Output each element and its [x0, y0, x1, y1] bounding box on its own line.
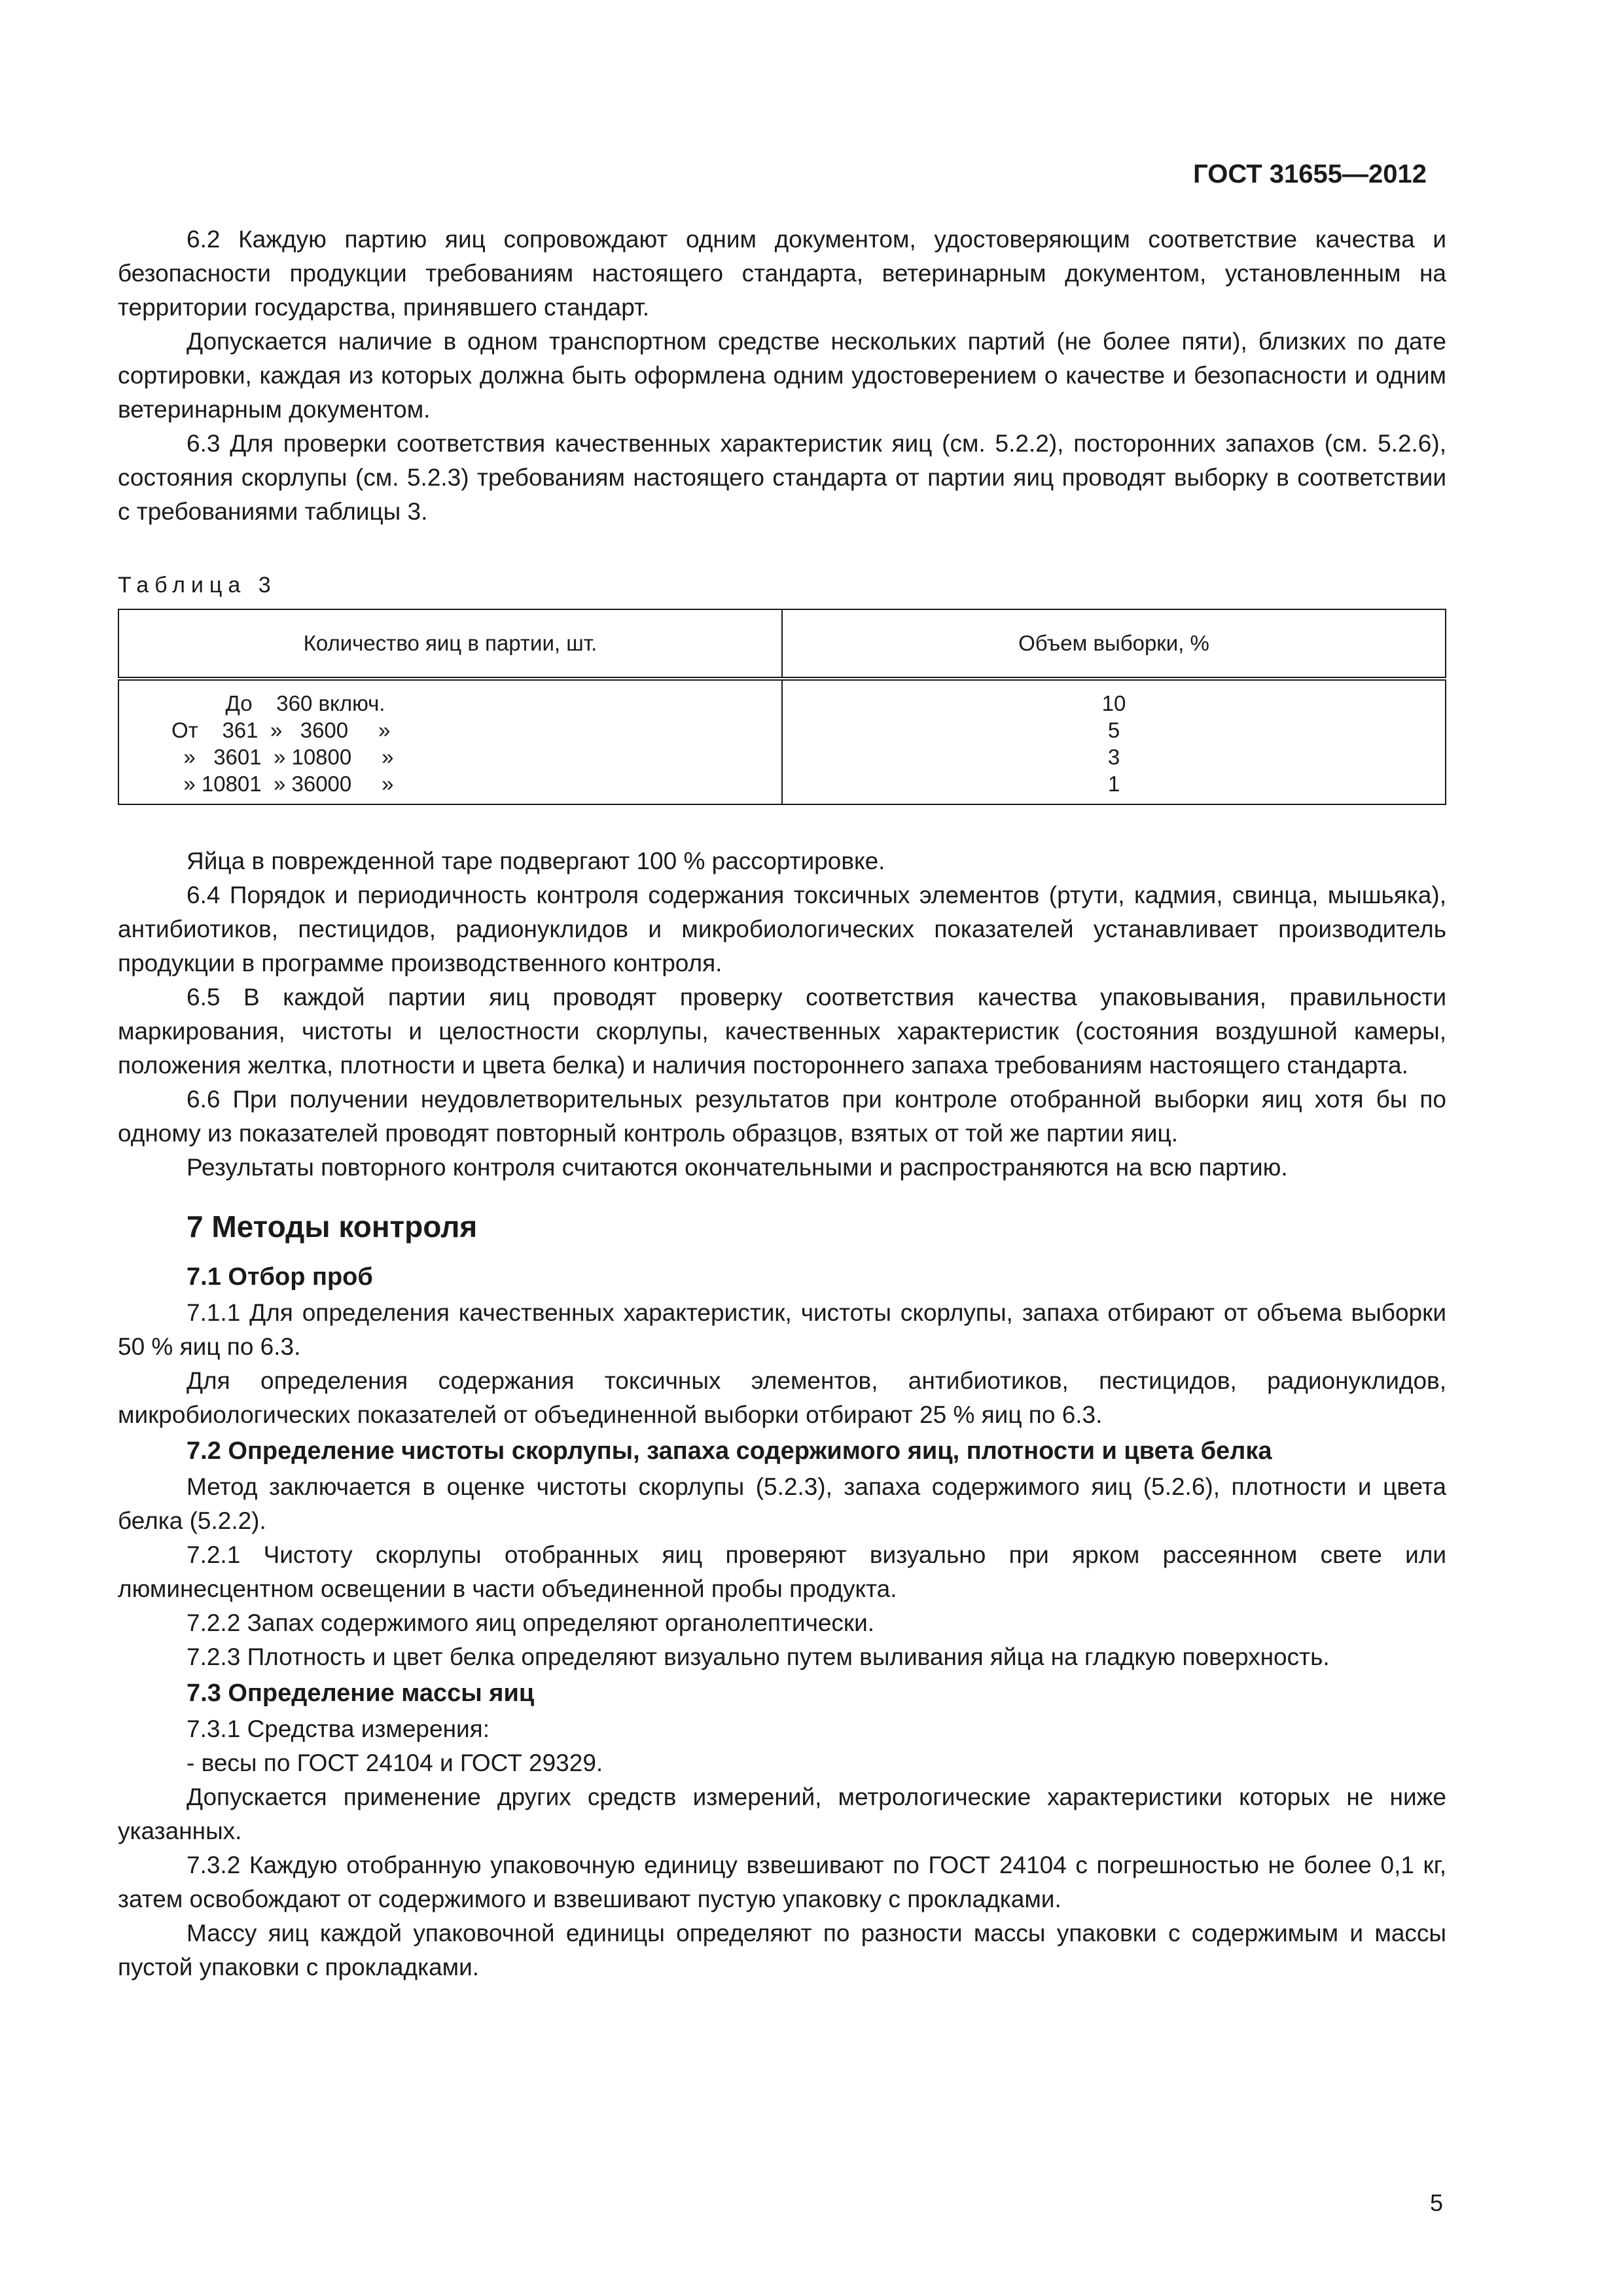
- page-content: [118, 223, 1446, 1984]
- paragraph-damaged-container: Яйца в поврежденной таре подвергают 100 % рассортировке.: [187, 848, 885, 874]
- after-table-block: [118, 844, 1446, 1185]
- table-row: [118, 770, 1446, 804]
- paragraph-6-4: 6.4 Порядок и периодичность контроля содержания токсичных элементов (ртути, кадмия, свинца, мышьяка), антибиотиков, пестицидов, радионуклидов и микробиологических показателей устанавливает производитель продукции в программе производственного контроля.: [118, 882, 1446, 977]
- table-cell-range: От 361 » 3600 »: [118, 717, 782, 744]
- table-header-quantity: Количество яиц в партии, шт.: [118, 609, 782, 679]
- table-cell-range: » 10801 » 36000 »: [118, 770, 782, 804]
- document-code: ГОСТ 31655—2012: [1193, 160, 1427, 188]
- paragraph-7-2-1: 7.2.1 Чистоту скорлупы отобранных яиц проверяют визуально при ярком рассеянном свете или люминесцентном освещении в части объединенной пробы продукта.: [118, 1541, 1446, 1602]
- paragraph-7-3-scales: - весы по ГОСТ 24104 и ГОСТ 29329.: [187, 1749, 603, 1776]
- subsection-7-2-heading: 7.2 Определение чистоты скорлупы, запаха содержимого яиц, плотности и цвета белка: [187, 1437, 1272, 1465]
- table-row: [118, 679, 1446, 717]
- paragraph-6-2: 6.2 Каждую партию яиц сопровождают одним документом, удостоверяющим соответствие качества и безопасности продукции требованиям настоящего стандарта, ветеринарным документом, установленным на территории государства, принявшего стандарт.: [118, 226, 1446, 321]
- subsection-7-3-heading: 7.3 Определение массы яиц: [187, 1679, 535, 1707]
- paragraph-6-3: 6.3 Для проверки соответствия качественных характеристик яиц (см. 5.2.2), посторонних запахов (см. 5.2.6), состояния скорлупы (см. 5.2.3) требованиям настоящего стандарта от партии яиц проводят выборку в соответствии с требованиями таблицы 3.: [118, 430, 1446, 525]
- table-cell-value: 5: [782, 717, 1446, 744]
- table-cell-value: 3: [782, 744, 1446, 770]
- page-number: 5: [1429, 2189, 1443, 2216]
- table-cell-range: » 3601 » 10800 »: [118, 744, 782, 770]
- table-caption: Таблица 3: [118, 573, 277, 598]
- paragraph-7-3-2: 7.3.2 Каждую отобранную упаковочную единицу взвешивают по ГОСТ 24104 с погрешностью не более 0,1 кг, затем освобождают от содержимого и взвешивают пустую упаковку с прокладками.: [118, 1852, 1446, 1912]
- subsection-7-1-heading: 7.1 Отбор проб: [187, 1263, 373, 1291]
- paragraph-6-5: 6.5 В каждой партии яиц проводят проверку соответствия качества упаковывания, правильности маркирования, чистоты и целостности скорлупы, качественных характеристик (состояния воздушной камеры, положения желтка, плотности и цвета белка) и наличия постороннего запаха требованиям настоящего стандарта.: [118, 984, 1446, 1079]
- paragraph-7-2-3: 7.2.3 Плотность и цвет белка определяют визуально путем выливания яйца на гладкую поверхность.: [187, 1643, 1330, 1670]
- paragraph-7-2-method: Метод заключается в оценке чистоты скорлупы (5.2.3), запаха содержимого яиц (5.2.6), плотности и цвета белка (5.2.2).: [118, 1473, 1446, 1534]
- paragraph-7-3-mass: Массу яиц каждой упаковочной единицы определяют по разности массы упаковки с содержимым и массы пустой упаковки с прокладками.: [118, 1920, 1446, 1981]
- paragraph-7-1-toxic: Для определения содержания токсичных элементов, антибиотиков, пестицидов, радионуклидов, микробиологических показателей от объединенной выборки отбирают 25 % яиц по 6.3.: [118, 1367, 1446, 1428]
- paragraph-transport: Допускается наличие в одном транспортном средстве нескольких партий (не более пяти), близких по дате сортировки, каждая из которых должна быть оформлена одним удостоверением о качестве и безопасности и одним ветеринарным документом.: [118, 328, 1446, 423]
- paragraph-7-2-2: 7.2.2 Запах содержимого яиц определяют органолептически.: [187, 1609, 875, 1636]
- paragraph-7-1-1: 7.1.1 Для определения качественных характеристик, чистоты скорлупы, запаха отбирают от объема выборки 50 % яиц по 6.3.: [118, 1299, 1446, 1360]
- table-header-sample: Объем выборки, %: [782, 609, 1446, 679]
- section-7-heading: 7 Методы контроля: [187, 1210, 478, 1244]
- table-cell-value: 10: [782, 679, 1446, 717]
- table-row: [118, 744, 1446, 770]
- paragraph-repeat-control: Результаты повторного контроля считаются окончательными и распространяются на всю партию.: [187, 1154, 1288, 1181]
- table-cell-value: 1: [782, 770, 1446, 804]
- paragraph-7-3-1: 7.3.1 Средства измерения:: [187, 1715, 490, 1742]
- table-cell-range: До 360 включ.: [118, 679, 782, 717]
- table-header-row: [118, 609, 1446, 679]
- table-row: [118, 717, 1446, 744]
- paragraph-6-6: 6.6 При получении неудовлетворительных результатов при контроле отобранной выборки яиц хотя бы по одному из показателей проводят повторный контроль образцов, взятых от той же партии яиц.: [118, 1086, 1446, 1147]
- paragraph-7-3-other-means: Допускается применение других средств измерений, метрологические характеристики которых не ниже указанных.: [118, 1784, 1446, 1844]
- sample-size-table: [118, 609, 1446, 805]
